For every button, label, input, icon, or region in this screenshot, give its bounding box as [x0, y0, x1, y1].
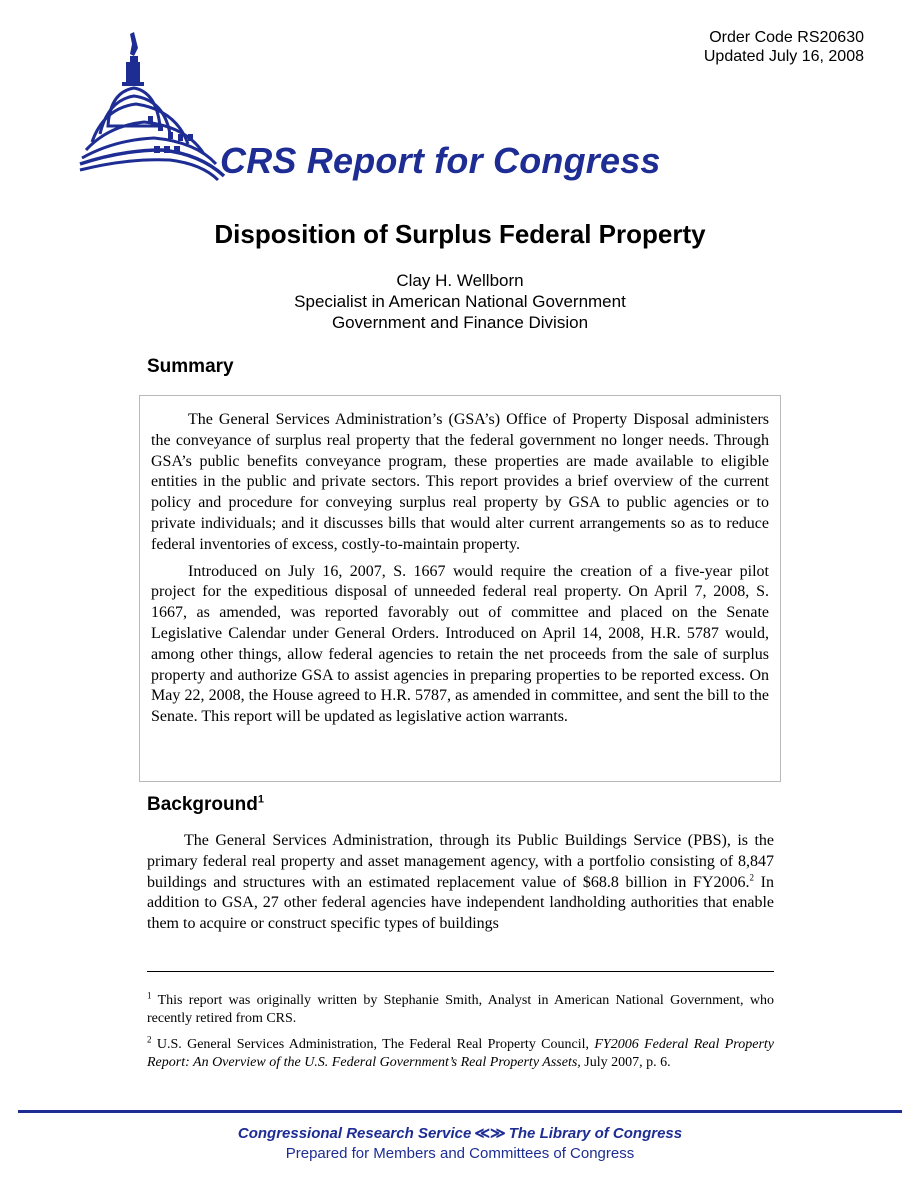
capitol-dome-icon — [78, 30, 228, 182]
order-code: Order Code RS20630 — [709, 29, 864, 46]
footnote-ref-1[interactable]: 1 — [257, 793, 264, 806]
footer-loc: The Library of Congress — [508, 1125, 683, 1142]
footnote-2 — [147, 1036, 774, 1072]
summary-paragraph-2: Introduced on July 16, 2007, S. 1667 would require the creation of a five-year pilot project for the expeditious disposal of unneeded federal real property. On April 7, 2008, S. 1667, as amended, was reported favorably out of committee and placed on the Senate Legislative Calendar under General Orders. Introduced on April 14, 2008, H.R. 5787 would, among other things, allow federal agencies to retain the net proceeds from the sale of surplus property and authorize GSA to assist agencies in preparing properties to be reported excess. On May 22, 2008, the House agreed to H.R. 5787, as amended in committee, and sent the bill to the Senate. This report will be updated as legislative action warrants. — [151, 562, 769, 726]
background-paragraph — [147, 831, 774, 935]
footnote-2-text-post: July 2007, p. 6. — [580, 1055, 671, 1070]
footnote-divider — [147, 971, 774, 972]
footnote-1-text: This report was originally written by Stephanie Smith, Analyst in American National Government, who recently retired from CRS. — [147, 993, 774, 1026]
footnote-1 — [147, 992, 774, 1028]
summary-heading: Summary — [147, 356, 234, 377]
author-block — [0, 270, 920, 333]
order-code-block — [704, 28, 864, 66]
author-name: Clay H. Wellborn — [396, 271, 524, 290]
footer-rule — [18, 1110, 902, 1113]
footer — [0, 1125, 920, 1163]
background-text-2: In addition to GSA, 27 other federal agencies have independent landholding authorities that enable them to acquire or construct specific types of buildings — [147, 873, 775, 933]
background-heading-text: Background — [147, 794, 258, 815]
summary-box — [139, 395, 781, 782]
footnote-2-number: 2 — [147, 1034, 152, 1045]
footnote-2-text-italic: FY2006 Federal Real Property Report: An Overview of the U.S. Federal Government’s Real Property Assets, — [147, 1037, 774, 1070]
author-division: Government and Finance Division — [331, 313, 589, 332]
footnote-1-number: 1 — [147, 990, 152, 1001]
background-text-1: The General Services Administration, through its Public Buildings Service (PBS), is the primary federal real property and asset management agency, with a portfolio consisting of 8,847 buildings and structures with an estimated replacement value of $68.8 billion in FY2006. — [147, 832, 774, 891]
footnotes — [147, 992, 774, 1080]
background-body — [147, 831, 774, 935]
footnote-2-text-pre: U.S. General Services Administration, The Federal Real Property Council, — [151, 1037, 595, 1052]
crs-brand-title: CRS Report for Congress — [220, 140, 661, 181]
footnote-ref-2[interactable]: 2 — [749, 872, 755, 883]
summary-paragraph-1: The General Services Administration’s (GSA’s) Office of Property Disposal administers the conveyance of surplus real property that the federal government no longer needs. Through GSA’s public benefits conveyance program, these properties are made available to eligible entities in the public and private sectors. This report provides a brief overview of the current policy and procedure for conveying surplus real property by GSA to public agencies or to private individuals; and it discusses bills that would alter current arrangements so as to reduce federal inventories of excess, costly-to-maintain property. — [151, 411, 769, 553]
background-heading — [147, 794, 264, 816]
footer-separator-icon: ≪≫ — [474, 1125, 506, 1142]
footer-crs: Congressional Research Service — [237, 1125, 472, 1142]
footer-line-1 — [0, 1125, 920, 1143]
updated-date: Updated July 16, 2008 — [703, 48, 864, 65]
report-title: Disposition of Surplus Federal Property — [214, 219, 706, 249]
footer-line-2: Prepared for Members and Committees of Congress — [285, 1145, 635, 1162]
author-title: Specialist in American National Government — [294, 292, 626, 311]
